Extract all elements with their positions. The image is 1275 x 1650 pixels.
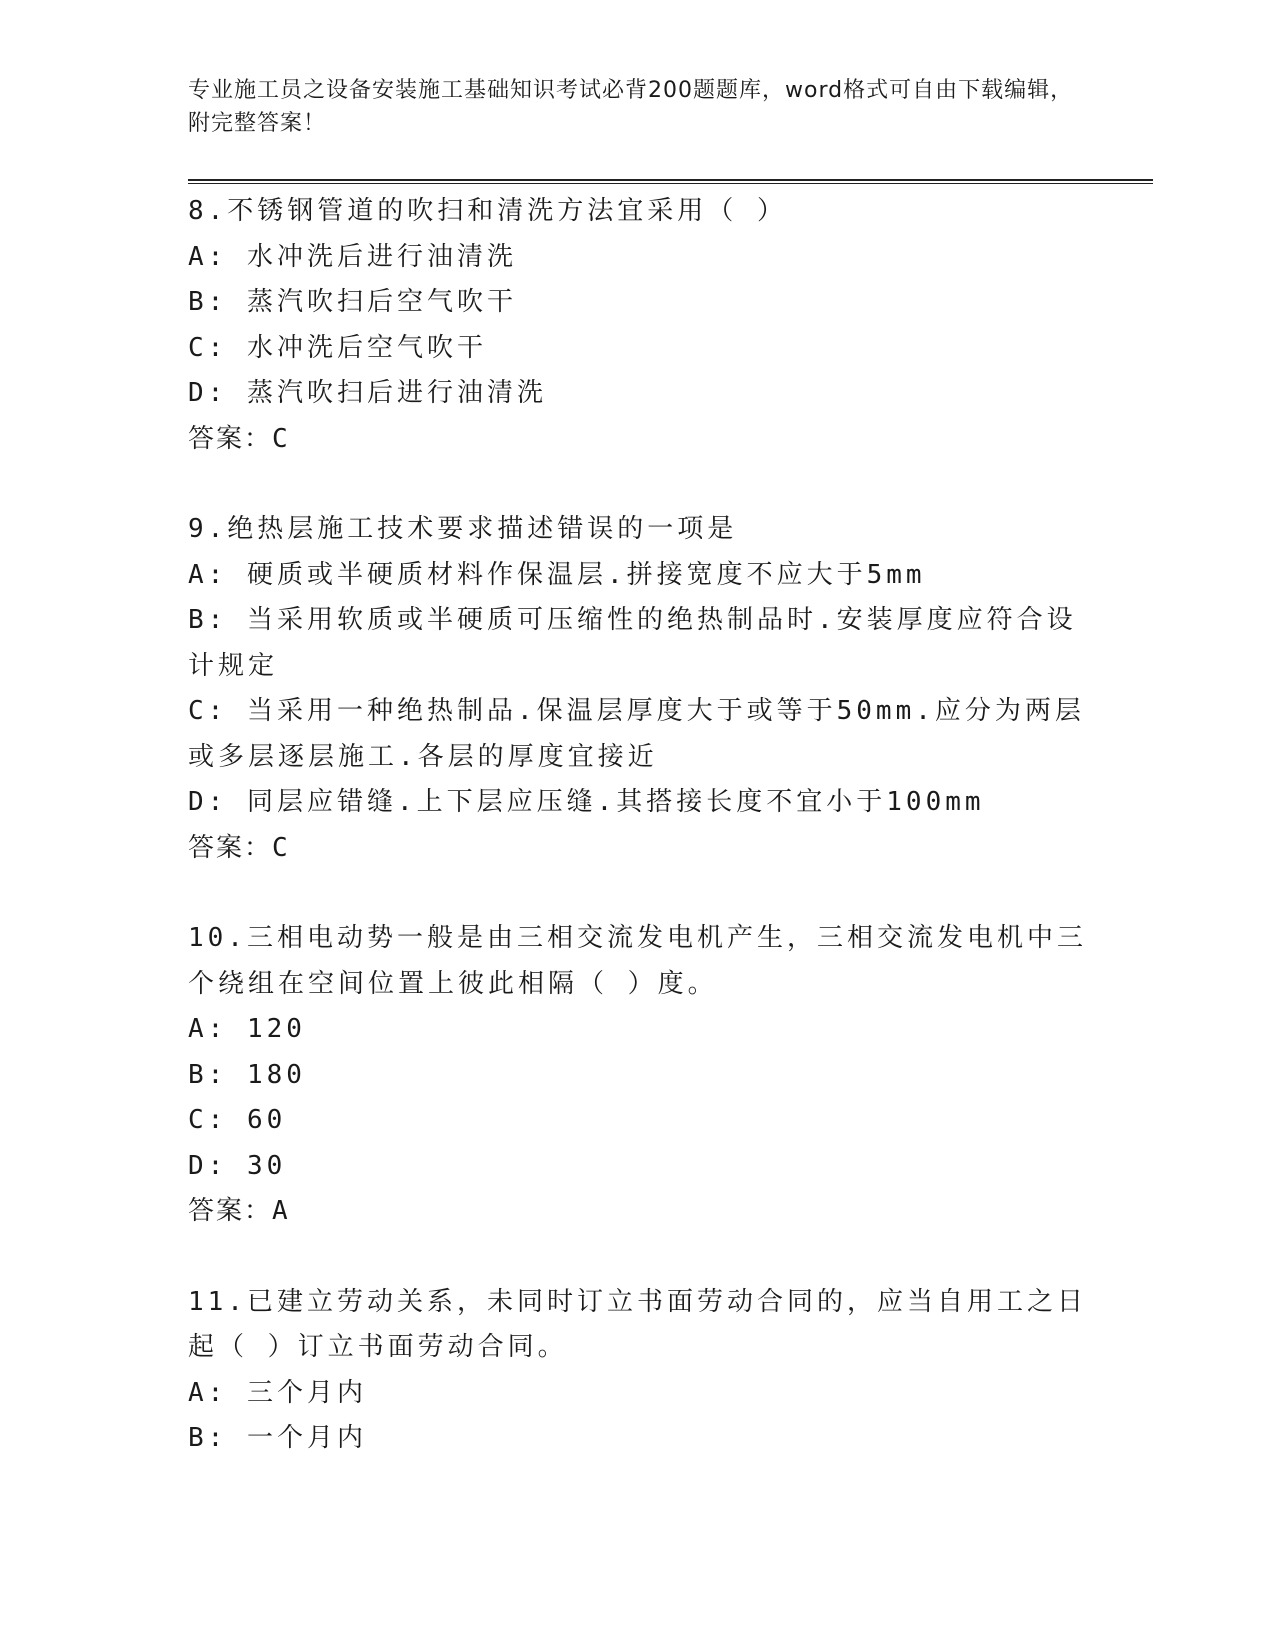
option-a: A: 水冲洗后进行油清洗 bbox=[188, 241, 517, 272]
option-b: B: 当采用软质或半硬质可压缩性的绝热制品时.安装厚度应符合设计规定 bbox=[188, 605, 1077, 681]
option-b: B: 180 bbox=[188, 1059, 306, 1090]
document-header: 专业施工员之设备安装施工基础知识考试必背200题题库，word格式可自由下载编辑，附完整答案！ bbox=[188, 78, 1074, 136]
option-c: C: 当采用一种绝热制品.保温层厚度大于或等于50mm.应分为两层或多层逐层施工.各层的厚度宜接近 bbox=[188, 696, 1085, 772]
answer-value: C bbox=[272, 423, 288, 454]
option-d: D: 同层应错缝.上下层应压缝.其搭接长度不宜小于100mm bbox=[188, 787, 985, 817]
question-stem: 8.不锈钢管道的吹扫和清洗方法宜采用（ ） bbox=[188, 196, 787, 226]
question-11 bbox=[188, 1280, 1088, 1462]
option-a: A: 120 bbox=[188, 1014, 306, 1044]
answer-label: 答案： bbox=[188, 423, 273, 454]
answer-line bbox=[188, 417, 1088, 463]
option-a: A: 硬质或半硬质材料作保温层.拼接宽度不应大于5mm bbox=[188, 559, 926, 590]
question-list bbox=[188, 189, 1088, 1507]
option-b: B: 蒸汽吹扫后空气吹干 bbox=[188, 287, 517, 317]
header-divider bbox=[188, 179, 1153, 184]
option-d: D: 蒸汽吹扫后进行油清洗 bbox=[188, 378, 547, 408]
answer-line bbox=[188, 1189, 1088, 1235]
question-stem: 9.绝热层施工技术要求描述错误的一项是 bbox=[188, 514, 738, 544]
answer-line bbox=[188, 826, 1088, 872]
answer-label: 答案： bbox=[188, 1196, 273, 1226]
question-10 bbox=[188, 916, 1088, 1235]
question-9 bbox=[188, 507, 1088, 871]
question-stem: 10.三相电动势一般是由三相交流发电机产生，三相交流发电机中三个绕组在空间位置上彼此相隔（ ）度。 bbox=[188, 923, 1087, 999]
option-c: C: 60 bbox=[188, 1105, 287, 1135]
option-b: B: 一个月内 bbox=[188, 1423, 367, 1453]
answer-label: 答案： bbox=[188, 832, 273, 863]
option-c: C: 水冲洗后空气吹干 bbox=[188, 332, 487, 363]
option-d: D: 30 bbox=[188, 1150, 287, 1181]
option-a: A: 三个月内 bbox=[188, 1377, 367, 1408]
question-8 bbox=[188, 189, 1088, 462]
question-stem: 11.已建立劳动关系，未同时订立书面劳动合同的，应当自用工之日起（ ）订立书面劳动合同。 bbox=[188, 1286, 1087, 1362]
answer-value: C bbox=[272, 832, 288, 863]
answer-value: A bbox=[272, 1196, 288, 1226]
